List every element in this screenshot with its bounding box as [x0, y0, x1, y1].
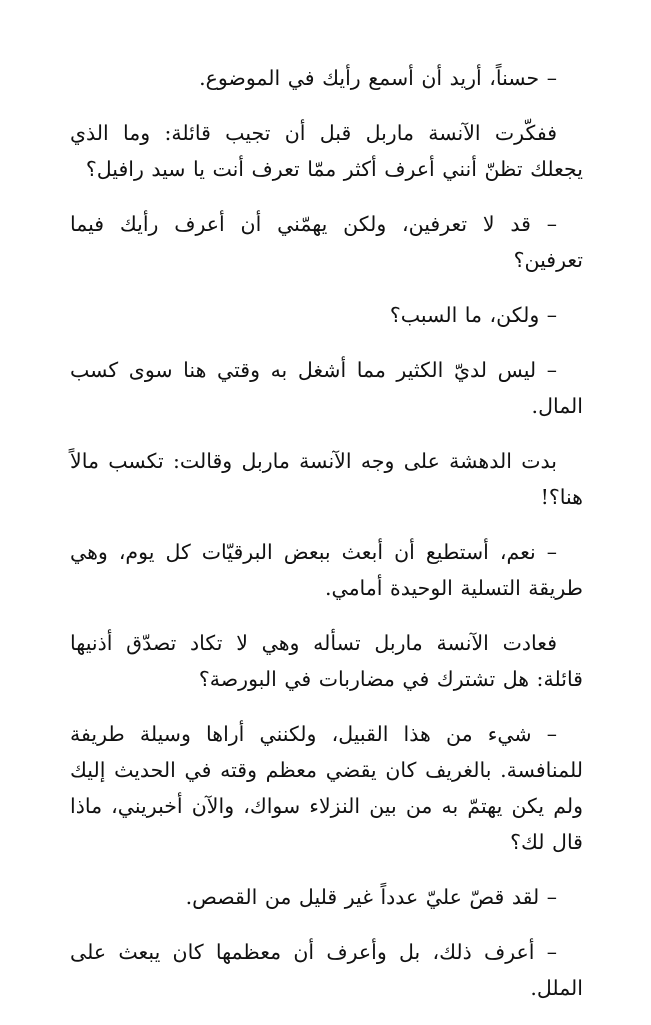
paragraph-10: – لقد قصّ عليّ عدداً غير قليل من القصص. — [185, 885, 557, 909]
paragraph-8: فعادت الآنسة ماربل تسأله وهي لا تكاد تصدّق أذنيها قائلة: هل تشترك في مضاربات في البورصة؟ — [70, 631, 583, 691]
paragraph-1: – حسناً، أريد أن أسمع رأيك في الموضوع. — [199, 66, 557, 90]
paragraph-9: – شيء من هذا القبيل، ولكنني أراها وسيلة طريفة للمنافسة. بالغريف كان يقضي معظم وقته في الحديث إليك ولم يكن يهتمّ به من بين النزلاء سواك، والآن أخبريني، ماذا قال لك؟ — [70, 722, 583, 854]
paragraph-5: – ليس لديّ الكثير مما أشغل به وقتي هنا سوى كسب المال. — [70, 358, 583, 418]
paragraph-3: – قد لا تعرفين، ولكن يهمّني أن أعرف رأيك فيما تعرفين؟ — [70, 212, 583, 272]
paragraph-2: ففكّرت الآنسة ماربل قبل أن تجيب قائلة: وما الذي يجعلك تظنّ أنني أعرف أكثر ممّا تعرف أنت يا سيد رافيل؟ — [70, 121, 583, 181]
book-page — [70, 60, 583, 1025]
paragraph-7: – نعم، أستطيع أن أبعث ببعض البرقيّات كل يوم، وهي طريقة التسلية الوحيدة أمامي. — [70, 540, 583, 600]
paragraph-6: بدت الدهشة على وجه الآنسة ماربل وقالت: تكسب مالاً هنا؟! — [70, 449, 583, 509]
paragraph-4: – ولكن، ما السبب؟ — [389, 303, 557, 327]
paragraph-11: – أعرف ذلك، بل وأعرف أن معظمها كان يبعث على الملل. — [70, 940, 583, 1000]
